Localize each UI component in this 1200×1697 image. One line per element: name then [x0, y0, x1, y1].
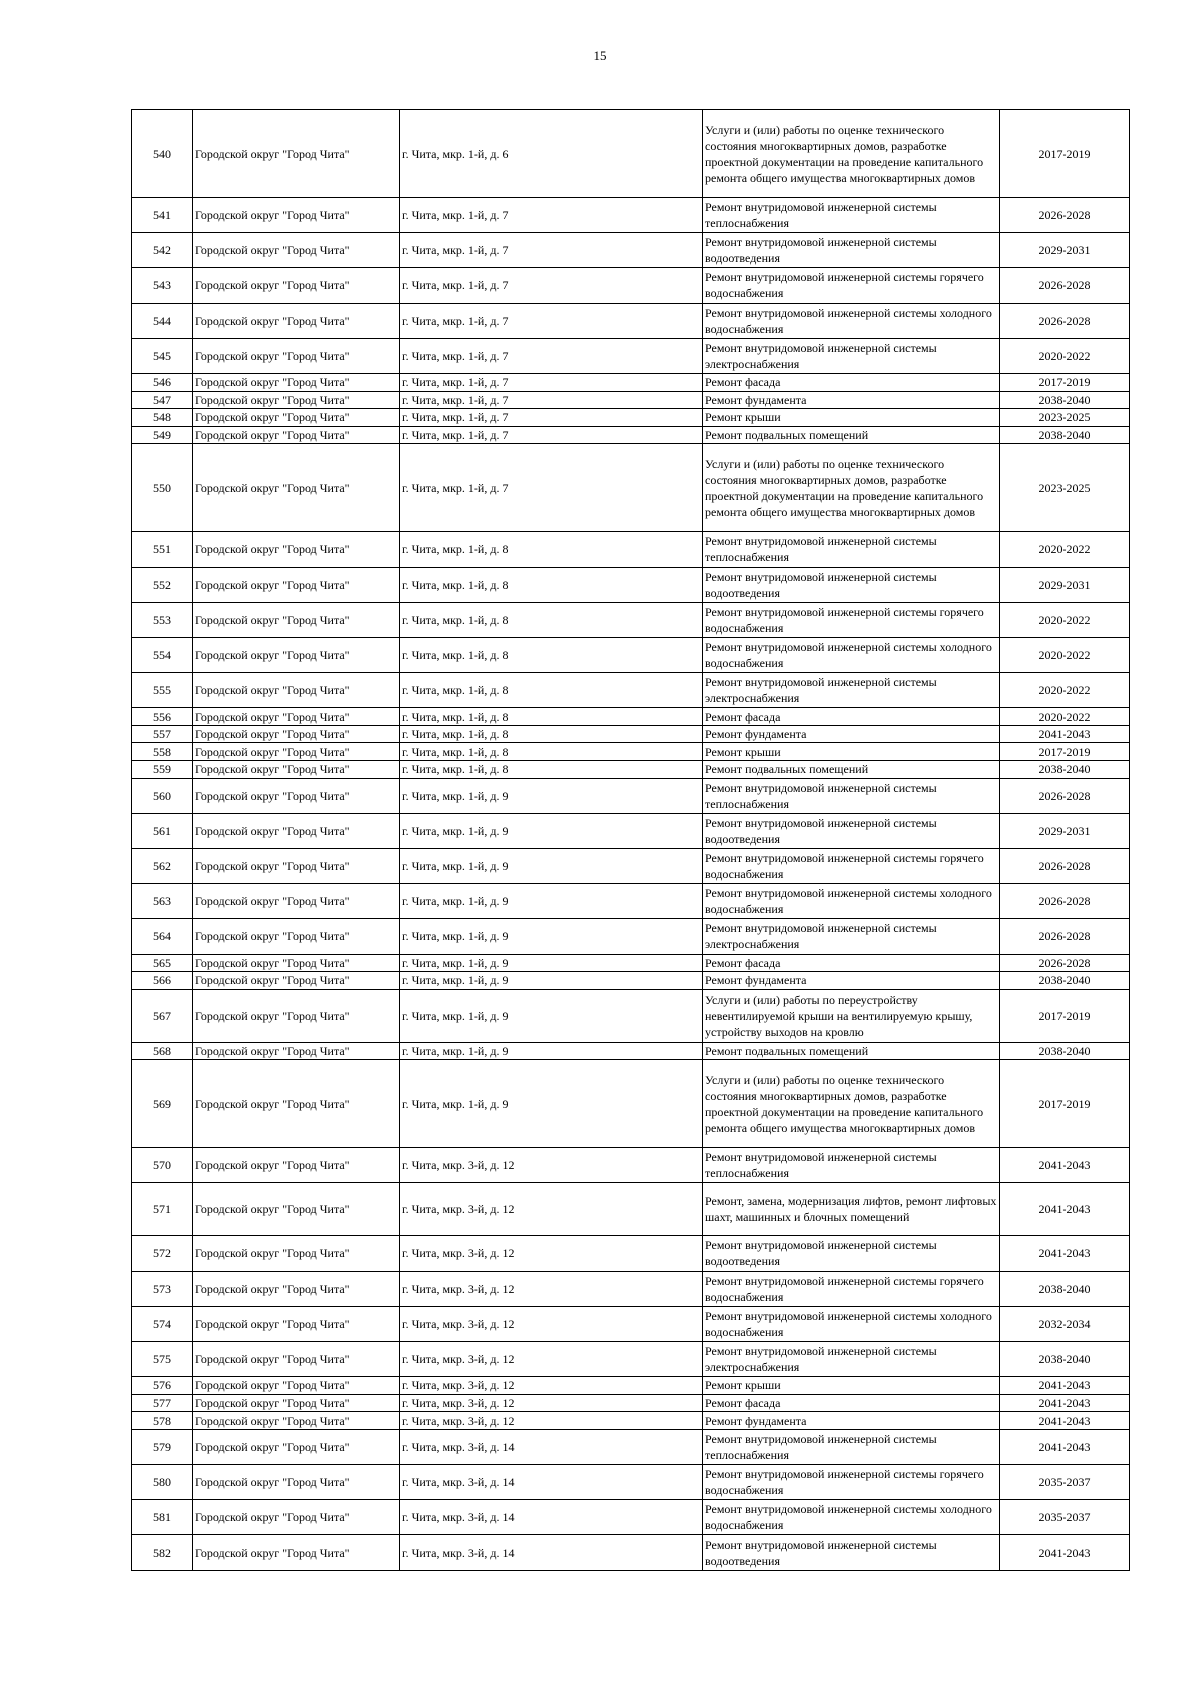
table-row: [132, 919, 1130, 954]
period-cell: 2020-2022: [1000, 602, 1130, 637]
address-cell: г. Чита, мкр. 1-й, д. 8: [400, 602, 703, 637]
row-number: 550: [132, 444, 193, 532]
municipality-cell: Городской округ "Город Чита": [193, 426, 400, 444]
period-cell: 2038-2040: [1000, 1341, 1130, 1376]
address-cell: г. Чита, мкр. 1-й, д. 7: [400, 391, 703, 409]
municipality-cell: Городской округ "Город Чита": [193, 743, 400, 761]
address-cell: г. Чита, мкр. 3-й, д. 12: [400, 1377, 703, 1395]
address-cell: г. Чита, мкр. 3-й, д. 12: [400, 1148, 703, 1183]
municipality-cell: Городской округ "Город Чита": [193, 1394, 400, 1412]
row-number: 573: [132, 1271, 193, 1306]
period-cell: 2041-2043: [1000, 725, 1130, 743]
municipality-cell: Городской округ "Город Чита": [193, 391, 400, 409]
municipality-cell: Городской округ "Город Чита": [193, 778, 400, 813]
row-number: 580: [132, 1465, 193, 1500]
municipality-cell: Городской округ "Город Чита": [193, 338, 400, 373]
period-cell: 2020-2022: [1000, 338, 1130, 373]
table-row: [132, 761, 1130, 779]
period-cell: 2041-2043: [1000, 1535, 1130, 1570]
table-row: [132, 1465, 1130, 1500]
municipality-cell: Городской округ "Город Чита": [193, 1183, 400, 1236]
table-row: [132, 602, 1130, 637]
municipality-cell: Городской округ "Город Чита": [193, 954, 400, 972]
period-cell: 2020-2022: [1000, 532, 1130, 567]
period-cell: 2032-2034: [1000, 1306, 1130, 1341]
period-cell: 2041-2043: [1000, 1394, 1130, 1412]
row-number: 553: [132, 602, 193, 637]
row-number: 574: [132, 1306, 193, 1341]
period-cell: 2041-2043: [1000, 1236, 1130, 1271]
table-row: [132, 1394, 1130, 1412]
table-row: [132, 1535, 1130, 1570]
municipality-cell: Городской округ "Город Чита": [193, 884, 400, 919]
row-number: 578: [132, 1412, 193, 1430]
period-cell: 2020-2022: [1000, 673, 1130, 708]
table-row: [132, 743, 1130, 761]
table-row: [132, 778, 1130, 813]
municipality-cell: Городской округ "Город Чита": [193, 1148, 400, 1183]
table-row: [132, 813, 1130, 848]
municipality-cell: Городской округ "Город Чита": [193, 761, 400, 779]
work-type-cell: Ремонт внутридомовой инженерной системы горячего водоснабжения: [703, 602, 1000, 637]
municipality-cell: Городской округ "Город Чита": [193, 602, 400, 637]
row-number: 564: [132, 919, 193, 954]
row-number: 563: [132, 884, 193, 919]
period-cell: 2026-2028: [1000, 919, 1130, 954]
table-row: [132, 708, 1130, 726]
period-cell: 2026-2028: [1000, 198, 1130, 233]
work-type-cell: Ремонт внутридомовой инженерной системы горячего водоснабжения: [703, 1271, 1000, 1306]
row-number: 541: [132, 198, 193, 233]
municipality-cell: Городской округ "Город Чита": [193, 1060, 400, 1148]
work-type-cell: Ремонт внутридомовой инженерной системы холодного водоснабжения: [703, 1306, 1000, 1341]
municipality-cell: Городской округ "Город Чита": [193, 567, 400, 602]
table-row: [132, 1060, 1130, 1148]
address-cell: г. Чита, мкр. 1-й, д. 8: [400, 708, 703, 726]
row-number: 566: [132, 972, 193, 990]
address-cell: г. Чита, мкр. 1-й, д. 7: [400, 233, 703, 268]
address-cell: г. Чита, мкр. 1-й, д. 8: [400, 637, 703, 672]
address-cell: г. Чита, мкр. 1-й, д. 9: [400, 849, 703, 884]
period-cell: 2041-2043: [1000, 1183, 1130, 1236]
table-row: [132, 972, 1130, 990]
table-row: [132, 884, 1130, 919]
address-cell: г. Чита, мкр. 1-й, д. 7: [400, 426, 703, 444]
period-cell: 2020-2022: [1000, 708, 1130, 726]
work-type-cell: Ремонт внутридомовой инженерной системы водоотведения: [703, 233, 1000, 268]
address-cell: г. Чита, мкр. 1-й, д. 7: [400, 338, 703, 373]
period-cell: 2026-2028: [1000, 778, 1130, 813]
row-number: 569: [132, 1060, 193, 1148]
work-type-cell: Ремонт, замена, модернизация лифтов, ремонт лифтовых шахт, машинных и блочных помещений: [703, 1183, 1000, 1236]
row-number: 575: [132, 1341, 193, 1376]
row-number: 546: [132, 373, 193, 391]
work-type-cell: Услуги и (или) работы по оценке технического состояния многоквартирных домов, разработке проектной документации на проведение капитального ремонта общего имущества многоквартирных домов: [703, 110, 1000, 198]
municipality-cell: Городской округ "Город Чита": [193, 233, 400, 268]
table-row: [132, 1183, 1130, 1236]
table-row: [132, 373, 1130, 391]
work-type-cell: Ремонт внутридомовой инженерной системы холодного водоснабжения: [703, 637, 1000, 672]
table-row: [132, 1429, 1130, 1464]
work-type-cell: Ремонт фундамента: [703, 1412, 1000, 1430]
address-cell: г. Чита, мкр. 3-й, д. 14: [400, 1429, 703, 1464]
page-number: 15: [593, 48, 607, 63]
address-cell: г. Чита, мкр. 1-й, д. 9: [400, 813, 703, 848]
work-type-cell: Услуги и (или) работы по оценке технического состояния многоквартирных домов, разработке проектной документации на проведение капитального ремонта общего имущества многоквартирных домов: [703, 1060, 1000, 1148]
municipality-cell: Городской округ "Город Чита": [193, 110, 400, 198]
address-cell: г. Чита, мкр. 1-й, д. 8: [400, 743, 703, 761]
address-cell: г. Чита, мкр. 3-й, д. 14: [400, 1465, 703, 1500]
row-number: 540: [132, 110, 193, 198]
municipality-cell: Городской округ "Город Чита": [193, 268, 400, 303]
address-cell: г. Чита, мкр. 1-й, д. 7: [400, 373, 703, 391]
table-row: [132, 1377, 1130, 1395]
work-type-cell: Ремонт крыши: [703, 1377, 1000, 1395]
row-number: 558: [132, 743, 193, 761]
work-type-cell: Ремонт внутридомовой инженерной системы водоотведения: [703, 813, 1000, 848]
municipality-cell: Городской округ "Город Чита": [193, 725, 400, 743]
work-type-cell: Ремонт подвальных помещений: [703, 426, 1000, 444]
row-number: 559: [132, 761, 193, 779]
row-number: 570: [132, 1148, 193, 1183]
work-type-cell: Ремонт фасада: [703, 708, 1000, 726]
period-cell: 2035-2037: [1000, 1465, 1130, 1500]
period-cell: 2038-2040: [1000, 1042, 1130, 1060]
table-row: [132, 233, 1130, 268]
address-cell: г. Чита, мкр. 1-й, д. 8: [400, 567, 703, 602]
row-number: 582: [132, 1535, 193, 1570]
work-type-cell: Ремонт внутридомовой инженерной системы теплоснабжения: [703, 1148, 1000, 1183]
table-row: [132, 1500, 1130, 1535]
row-number: 554: [132, 637, 193, 672]
row-number: 567: [132, 989, 193, 1042]
row-number: 552: [132, 567, 193, 602]
work-type-cell: Ремонт внутридомовой инженерной системы водоотведения: [703, 1535, 1000, 1570]
address-cell: г. Чита, мкр. 1-й, д. 8: [400, 673, 703, 708]
period-cell: 2026-2028: [1000, 849, 1130, 884]
address-cell: г. Чита, мкр. 1-й, д. 6: [400, 110, 703, 198]
work-type-cell: Ремонт фундамента: [703, 391, 1000, 409]
row-number: 551: [132, 532, 193, 567]
period-cell: 2038-2040: [1000, 1271, 1130, 1306]
work-type-cell: Ремонт крыши: [703, 743, 1000, 761]
address-cell: г. Чита, мкр. 1-й, д. 9: [400, 1060, 703, 1148]
period-cell: 2041-2043: [1000, 1148, 1130, 1183]
period-cell: 2029-2031: [1000, 233, 1130, 268]
address-cell: г. Чита, мкр. 1-й, д. 7: [400, 409, 703, 427]
period-cell: 2026-2028: [1000, 884, 1130, 919]
address-cell: г. Чита, мкр. 1-й, д. 9: [400, 884, 703, 919]
table-row: [132, 1412, 1130, 1430]
table-row: [132, 268, 1130, 303]
municipality-cell: Городской округ "Город Чита": [193, 708, 400, 726]
period-cell: 2029-2031: [1000, 567, 1130, 602]
row-number: 557: [132, 725, 193, 743]
municipality-cell: Городской округ "Город Чита": [193, 198, 400, 233]
municipality-cell: Городской округ "Город Чита": [193, 1042, 400, 1060]
period-cell: 2017-2019: [1000, 373, 1130, 391]
municipality-cell: Городской округ "Город Чита": [193, 813, 400, 848]
work-type-cell: Ремонт фундамента: [703, 972, 1000, 990]
work-type-cell: Ремонт внутридомовой инженерной системы электроснабжения: [703, 1341, 1000, 1376]
row-number: 548: [132, 409, 193, 427]
municipality-cell: Городской округ "Город Чита": [193, 1535, 400, 1570]
period-cell: 2026-2028: [1000, 268, 1130, 303]
address-cell: г. Чита, мкр. 1-й, д. 7: [400, 198, 703, 233]
address-cell: г. Чита, мкр. 1-й, д. 7: [400, 268, 703, 303]
row-number: 542: [132, 233, 193, 268]
address-cell: г. Чита, мкр. 3-й, д. 12: [400, 1183, 703, 1236]
table-row: [132, 1306, 1130, 1341]
work-type-cell: Ремонт внутридомовой инженерной системы холодного водоснабжения: [703, 303, 1000, 338]
table-row: [132, 426, 1130, 444]
table-row: [132, 1148, 1130, 1183]
period-cell: 2017-2019: [1000, 989, 1130, 1042]
period-cell: 2017-2019: [1000, 1060, 1130, 1148]
address-cell: г. Чита, мкр. 3-й, д. 12: [400, 1306, 703, 1341]
work-type-cell: Ремонт крыши: [703, 409, 1000, 427]
municipality-cell: Городской округ "Город Чита": [193, 849, 400, 884]
address-cell: г. Чита, мкр. 1-й, д. 8: [400, 725, 703, 743]
table-row: [132, 849, 1130, 884]
period-cell: 2038-2040: [1000, 391, 1130, 409]
table-row: [132, 532, 1130, 567]
address-cell: г. Чита, мкр. 1-й, д. 8: [400, 532, 703, 567]
municipality-cell: Городской округ "Город Чита": [193, 409, 400, 427]
table-row: [132, 1341, 1130, 1376]
period-cell: 2023-2025: [1000, 444, 1130, 532]
period-cell: 2041-2043: [1000, 1412, 1130, 1430]
municipality-cell: Городской округ "Город Чита": [193, 1341, 400, 1376]
work-type-cell: Ремонт внутридомовой инженерной системы теплоснабжения: [703, 778, 1000, 813]
table-row: [132, 673, 1130, 708]
municipality-cell: Городской округ "Город Чита": [193, 989, 400, 1042]
address-cell: г. Чита, мкр. 1-й, д. 8: [400, 761, 703, 779]
municipality-cell: Городской округ "Город Чита": [193, 1271, 400, 1306]
period-cell: 2035-2037: [1000, 1500, 1130, 1535]
row-number: 547: [132, 391, 193, 409]
address-cell: г. Чита, мкр. 3-й, д. 14: [400, 1500, 703, 1535]
work-type-cell: Ремонт внутридомовой инженерной системы теплоснабжения: [703, 1429, 1000, 1464]
table-row: [132, 1236, 1130, 1271]
address-cell: г. Чита, мкр. 1-й, д. 9: [400, 972, 703, 990]
address-cell: г. Чита, мкр. 1-й, д. 9: [400, 1042, 703, 1060]
period-cell: 2038-2040: [1000, 761, 1130, 779]
work-type-cell: Ремонт фасада: [703, 1394, 1000, 1412]
row-number: 581: [132, 1500, 193, 1535]
table-row: [132, 303, 1130, 338]
municipality-cell: Городской округ "Город Чита": [193, 1500, 400, 1535]
table-body: [132, 110, 1130, 1571]
work-type-cell: Услуги и (или) работы по оценке технического состояния многоквартирных домов, разработке проектной документации на проведение капитального ремонта общего имущества многоквартирных домов: [703, 444, 1000, 532]
municipality-cell: Городской округ "Город Чита": [193, 919, 400, 954]
address-cell: г. Чита, мкр. 3-й, д. 12: [400, 1271, 703, 1306]
work-type-cell: Ремонт внутридомовой инженерной системы теплоснабжения: [703, 532, 1000, 567]
table-row: [132, 567, 1130, 602]
table-row: [132, 198, 1130, 233]
row-number: 556: [132, 708, 193, 726]
work-type-cell: Ремонт внутридомовой инженерной системы холодного водоснабжения: [703, 884, 1000, 919]
work-type-cell: Ремонт внутридомовой инженерной системы горячего водоснабжения: [703, 849, 1000, 884]
address-cell: г. Чита, мкр. 1-й, д. 7: [400, 444, 703, 532]
work-type-cell: Ремонт фундамента: [703, 725, 1000, 743]
municipality-cell: Городской округ "Город Чита": [193, 1429, 400, 1464]
work-type-cell: Ремонт внутридомовой инженерной системы электроснабжения: [703, 338, 1000, 373]
municipality-cell: Городской округ "Город Чита": [193, 303, 400, 338]
table-row: [132, 391, 1130, 409]
work-type-cell: Ремонт внутридомовой инженерной системы холодного водоснабжения: [703, 1500, 1000, 1535]
table-row: [132, 409, 1130, 427]
municipality-cell: Городской округ "Город Чита": [193, 1465, 400, 1500]
period-cell: 2026-2028: [1000, 954, 1130, 972]
municipality-cell: Городской округ "Город Чита": [193, 373, 400, 391]
work-type-cell: Услуги и (или) работы по переустройству невентилируемой крыши на вентилируемую крышу, устройству выходов на кровлю: [703, 989, 1000, 1042]
row-number: 544: [132, 303, 193, 338]
row-number: 562: [132, 849, 193, 884]
period-cell: 2017-2019: [1000, 743, 1130, 761]
row-number: 545: [132, 338, 193, 373]
row-number: 571: [132, 1183, 193, 1236]
address-cell: г. Чита, мкр. 3-й, д. 12: [400, 1236, 703, 1271]
work-type-cell: Ремонт внутридомовой инженерной системы теплоснабжения: [703, 198, 1000, 233]
work-type-cell: Ремонт внутридомовой инженерной системы водоотведения: [703, 1236, 1000, 1271]
period-cell: 2038-2040: [1000, 972, 1130, 990]
address-cell: г. Чита, мкр. 1-й, д. 9: [400, 778, 703, 813]
work-type-cell: Ремонт фасада: [703, 954, 1000, 972]
address-cell: г. Чита, мкр. 3-й, д. 14: [400, 1535, 703, 1570]
address-cell: г. Чита, мкр. 3-й, д. 12: [400, 1412, 703, 1430]
work-type-cell: Ремонт внутридомовой инженерной системы горячего водоснабжения: [703, 268, 1000, 303]
municipality-cell: Городской округ "Город Чита": [193, 532, 400, 567]
address-cell: г. Чита, мкр. 3-й, д. 12: [400, 1341, 703, 1376]
work-type-cell: Ремонт фасада: [703, 373, 1000, 391]
address-cell: г. Чита, мкр. 1-й, д. 9: [400, 954, 703, 972]
municipality-cell: Городской округ "Город Чита": [193, 972, 400, 990]
address-cell: г. Чита, мкр. 1-й, д. 7: [400, 303, 703, 338]
period-cell: 2026-2028: [1000, 303, 1130, 338]
municipality-cell: Городской округ "Город Чита": [193, 1377, 400, 1395]
row-number: 560: [132, 778, 193, 813]
municipality-cell: Городской округ "Город Чита": [193, 1412, 400, 1430]
address-cell: г. Чита, мкр. 1-й, д. 9: [400, 919, 703, 954]
address-cell: г. Чита, мкр. 1-й, д. 9: [400, 989, 703, 1042]
table-row: [132, 637, 1130, 672]
work-type-cell: Ремонт внутридомовой инженерной системы горячего водоснабжения: [703, 1465, 1000, 1500]
row-number: 561: [132, 813, 193, 848]
row-number: 576: [132, 1377, 193, 1395]
row-number: 579: [132, 1429, 193, 1464]
row-number: 549: [132, 426, 193, 444]
period-cell: 2041-2043: [1000, 1377, 1130, 1395]
work-type-cell: Ремонт подвальных помещений: [703, 761, 1000, 779]
row-number: 577: [132, 1394, 193, 1412]
row-number: 543: [132, 268, 193, 303]
table-row: [132, 954, 1130, 972]
municipality-cell: Городской округ "Город Чита": [193, 673, 400, 708]
table-row: [132, 110, 1130, 198]
table-row: [132, 989, 1130, 1042]
municipality-cell: Городской округ "Город Чита": [193, 1306, 400, 1341]
period-cell: 2017-2019: [1000, 110, 1130, 198]
row-number: 555: [132, 673, 193, 708]
table-row: [132, 444, 1130, 532]
work-type-cell: Ремонт внутридомовой инженерной системы электроснабжения: [703, 919, 1000, 954]
period-cell: 2041-2043: [1000, 1429, 1130, 1464]
table-row: [132, 1042, 1130, 1060]
table-row: [132, 1271, 1130, 1306]
table-row: [132, 725, 1130, 743]
row-number: 568: [132, 1042, 193, 1060]
table-row: [132, 338, 1130, 373]
period-cell: 2023-2025: [1000, 409, 1130, 427]
period-cell: 2038-2040: [1000, 426, 1130, 444]
work-type-cell: Ремонт внутридомовой инженерной системы водоотведения: [703, 567, 1000, 602]
municipality-cell: Городской округ "Город Чита": [193, 444, 400, 532]
period-cell: 2029-2031: [1000, 813, 1130, 848]
work-type-cell: Ремонт подвальных помещений: [703, 1042, 1000, 1060]
address-cell: г. Чита, мкр. 3-й, д. 12: [400, 1394, 703, 1412]
repair-schedule-table: [131, 109, 1130, 1571]
row-number: 572: [132, 1236, 193, 1271]
work-type-cell: Ремонт внутридомовой инженерной системы электроснабжения: [703, 673, 1000, 708]
municipality-cell: Городской округ "Город Чита": [193, 1236, 400, 1271]
period-cell: 2020-2022: [1000, 637, 1130, 672]
municipality-cell: Городской округ "Город Чита": [193, 637, 400, 672]
row-number: 565: [132, 954, 193, 972]
